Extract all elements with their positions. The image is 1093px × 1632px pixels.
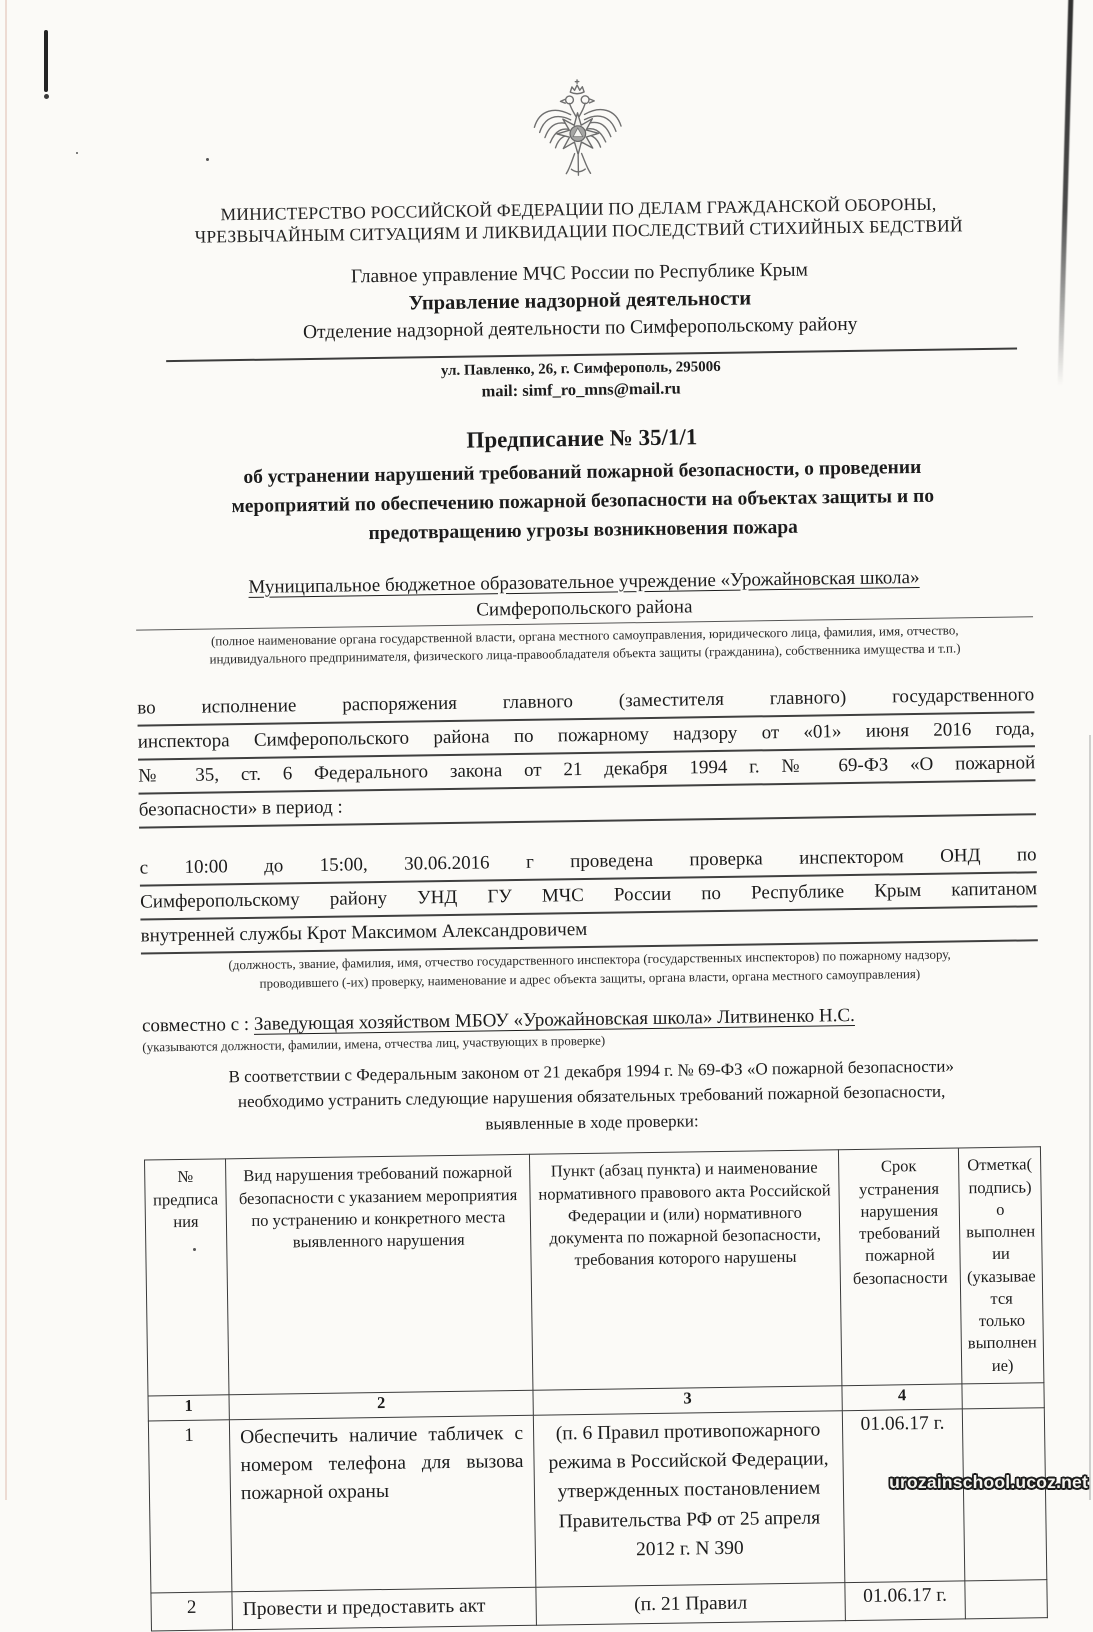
scan-right-smudge-line <box>1058 0 1074 386</box>
jointly-prefix: совместно с : <box>141 1013 250 1037</box>
law-line1: В соответствии с Федеральным законом от 21 декабря 1994 г. № 69-ФЗ «О пожарной безопасности» <box>228 1056 955 1087</box>
law-line2: необходимо устранить следующие нарушения обязательных требований пожарной безопасности, <box>237 1081 946 1112</box>
scan-speck <box>76 152 78 154</box>
table-header-row <box>145 1147 1044 1396</box>
office-address: ул. Павленко, 26, г. Симферополь, 295006 <box>440 358 721 379</box>
header-cell-regulation: Пункт (абзац пункта) и наименование нормативного правового акта Российской Федерации и (или) нормативного документа по пожарной безопасности, требования которого нарушены <box>529 1150 841 1390</box>
row1-deadline-cell: 01.06.17 г. <box>842 1409 965 1583</box>
jointly-note: (указываются должности, фамилии, имена, отчества лиц, участвующих в проверке) <box>142 1032 606 1055</box>
supervision-directorate-line: Управление надзорной деятельности <box>408 287 752 315</box>
scan-artifact-dot <box>44 94 49 99</box>
scan-speck <box>206 158 209 161</box>
site-watermark: urozainschool.ucoz.net <box>889 1472 1088 1492</box>
header-cell-violation: Вид нарушения требований пожарной безопасности с указанием мероприятия по устранению и конкретного места выявленного нарушения <box>225 1155 532 1395</box>
inspection-paragraph <box>139 839 1037 954</box>
column-number: 2 <box>229 1390 533 1420</box>
main-directorate-line: Главное управление МЧС России по Республике Крым <box>350 259 808 288</box>
violations-table <box>144 1146 1048 1631</box>
order-line: № 35, ст. 6 Федерального закона от 21 декабря 1994 г. № 69-ФЗ «О пожарной <box>138 747 1035 794</box>
double-headed-eagle-emblem-icon <box>525 77 631 192</box>
order-line: безопасности» в период : <box>139 781 1036 828</box>
header-cell-mark: Отметка(подпись) о выполнении (указывается только выполнение) <box>958 1147 1043 1384</box>
inspector-note-line1: (должность, звание, фамилия, имя, отчество государственного инспектора (государственных инспекторов) по пожарному надзору, <box>228 946 951 973</box>
column-number: 3 <box>533 1386 842 1416</box>
row2-number-cell: 2 <box>151 1592 233 1631</box>
scan-artifact-vertical-mark <box>44 30 48 92</box>
header-cell-number: № предписания <box>145 1159 229 1396</box>
order-paragraph <box>137 679 1036 828</box>
order-line: во исполнение распоряжения главного (заместителя главного) государственного <box>137 679 1034 726</box>
row1-number-cell: 1 <box>148 1420 232 1593</box>
scan-left-edge-line <box>5 0 7 1500</box>
row2-regulation-cell: (п. 21 Правил <box>536 1583 846 1626</box>
scan-right-edge-line <box>1089 735 1091 1500</box>
document-subtitle <box>134 451 1032 552</box>
order-line: инспектора Симферопольского района по пожарному надзору от «01» июня 2016 года, <box>138 713 1035 760</box>
row2-deadline-cell: 01.06.17 г. <box>845 1581 966 1621</box>
inspector-note-line2: проводившего (-их) проверку, наименование и адрес объекта защиты, органа власти, органа местного самоуправления) <box>259 966 921 991</box>
mchs-emblem-icon <box>525 77 631 197</box>
subtitle-line1: об устранении нарушений требований пожарной безопасности, о проведении <box>243 456 922 488</box>
column-number: 4 <box>842 1384 962 1411</box>
law-line3: выявленные в ходе проверки: <box>485 1111 699 1134</box>
organization-note-line2: индивидуального предпринимателя, физического лица-правообладателя объекта защиты (гражданина), собственника имущества и т.п.) <box>209 640 961 667</box>
document-title: Предписание № 35/1/1 <box>466 424 698 453</box>
inspection-line: с 10:00 до 15:00, 30.06.2016 г проведена проверка инспектором ОНД по <box>139 839 1036 886</box>
header-cell-deadline: Срок устранения нарушения требований пожарной безопасности <box>838 1148 961 1385</box>
inspection-line: внутренней службы Крот Максимом Александровичем <box>140 907 1037 954</box>
row2-violation-cell: Провести и предоставить акт <box>232 1587 537 1630</box>
organization-note-line1: (полное наименование органа государственной власти, органа местного самоуправления, юридического лица, фамилия, имя, отчество, <box>210 621 959 649</box>
row2-mark-cell <box>965 1580 1048 1619</box>
document-content <box>128 71 1048 1631</box>
law-reference-paragraph <box>143 1052 1041 1142</box>
subtitle-line2: мероприятий по обеспечению пожарной безопасности на объектах защиты и по <box>231 485 935 518</box>
inspection-line: Симферопольскому району УНД ГУ МЧС России по Республике Крым капитаном <box>140 873 1037 920</box>
row1-regulation-cell: (п. 6 Правил противопожарного режима в Российской Федерации, утвержденных постановлением Правительства РФ от 25 апреля 2012 г. N 390 <box>533 1411 845 1588</box>
district-division-line: Отделение надзорной деятельности по Симферопольскому району <box>302 313 858 343</box>
organization-name-line1: Муниципальное бюджетное образовательное учреждение «Урожайновская школа» <box>248 566 920 598</box>
row1-mark-cell <box>962 1408 1047 1581</box>
row1-violation-cell: Обеспечить наличие табличек с номером телефона для вызова пожарной охраны <box>229 1415 536 1591</box>
table-row <box>148 1408 1046 1593</box>
column-number <box>962 1383 1044 1409</box>
ministry-name-line1: МИНИСТЕРСТВО РОССИЙСКОЙ ФЕДЕРАЦИИ ПО ДЕЛАМ ГРАЖДАНСКОЙ ОБОРОНЫ, <box>220 193 937 225</box>
organization-name-line2: Симферопольского района <box>476 595 693 621</box>
office-email: mail: simf_ro_mns@mail.ru <box>481 378 681 401</box>
ministry-name-line2: ЧРЕЗВЫЧАЙНЫМ СИТУАЦИЯМ И ЛИКВИДАЦИИ ПОСЛЕДСТВИЙ СТИХИЙНЫХ БЕДСТВИЙ <box>194 215 963 248</box>
scan-speck <box>193 1248 196 1251</box>
jointly-person: Заведующая хозяйством МБОУ «Урожайновская школа» Литвиненко Н.С. <box>253 1004 855 1035</box>
subtitle-line3: предотвращению угрозы возникновения пожара <box>368 517 798 545</box>
column-number: 1 <box>148 1395 229 1421</box>
